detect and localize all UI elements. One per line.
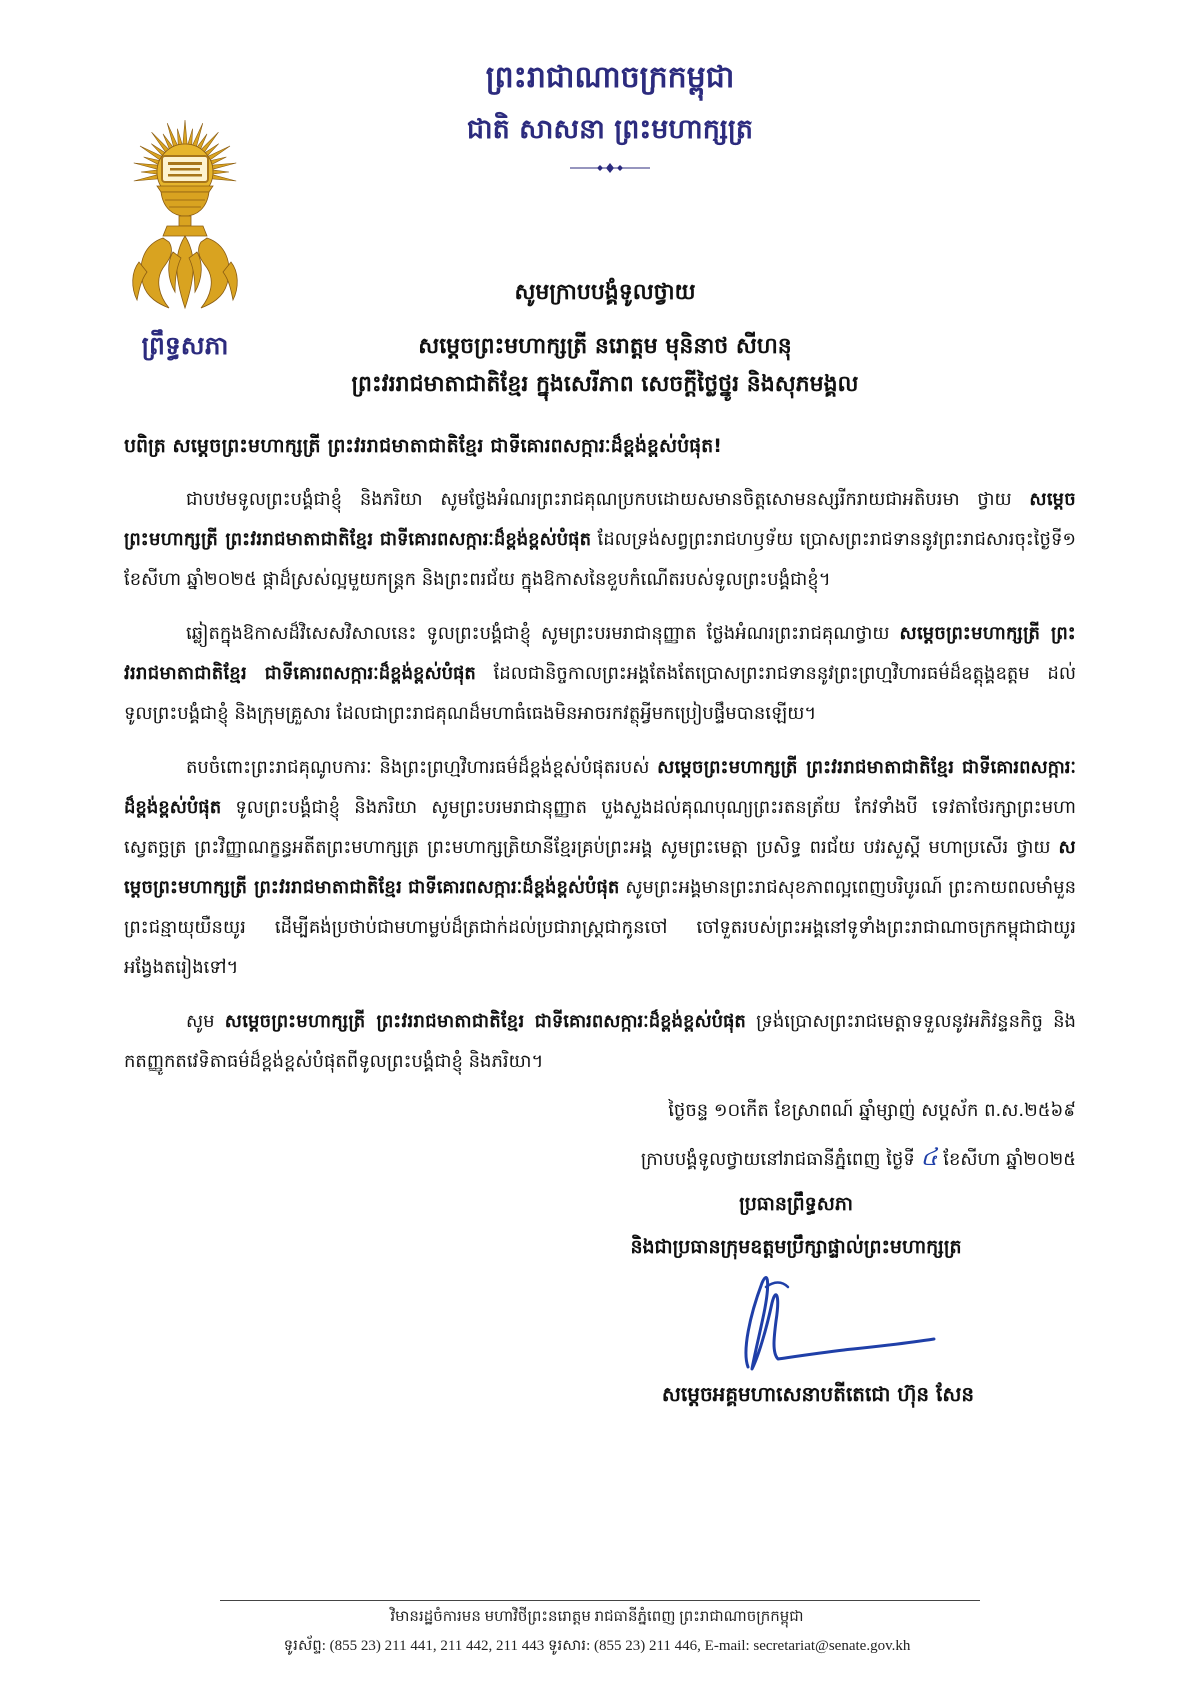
- salutation-honorific: ជាទីគោរពសក្ការៈដ៏ខ្ពង់ខ្ពស់បំផុត!: [490, 435, 722, 457]
- emblem-ray: [134, 174, 160, 181]
- footer-divider: [220, 1600, 980, 1601]
- salutation-prefix: បពិត្រ: [124, 435, 166, 457]
- signatory-title-1: ប្រធានព្រឹទ្ធសភា: [739, 1193, 853, 1215]
- national-motto: ជាតិ សាសនា ព្រះមហាក្សត្រ: [466, 114, 754, 145]
- kingdom-heading: ព្រះរាជាណាចក្រកម្ពុជា: [485, 60, 735, 95]
- place-and-date: [124, 1134, 1076, 1183]
- addressee-block: [255, 272, 955, 404]
- salutation-recipient-title: សម្តេចព្រះមហាក្សត្រី ព្រះវររាជមាតាជាតិខ្មែរ: [172, 435, 484, 457]
- paragraph-4: [124, 1002, 1076, 1082]
- lunar-date: ថ្ងៃចន្ទ ១០កើត ខែស្រាពណ៍ ឆ្នាំម្សាញ់ សប្តស័ក ព.ស.២៥៦៩: [668, 1100, 1076, 1121]
- addressee-line-2: សម្តេចព្រះមហាក្សត្រី នរោត្តម មុនិនាថ សីហនុ: [418, 334, 792, 359]
- emblem-ray: [141, 170, 159, 175]
- signatory-name: សម្តេចអគ្គមហាសេនាបតីតេជោ ហ៊ុន សែន: [661, 1382, 975, 1406]
- paragraph-4-text: ទ្រង់ប្រោសព្រះរាជមេត្តាទទួលនូវអភិវន្ទនកិច្ច និងកតញ្ញូកតវេទិតាធម៌ដ៏ខ្ពង់ខ្ពស់បំផុតពីទូលព្រះបង្គំជាខ្ញុំ និងភរិយា។: [124, 1011, 1076, 1072]
- recipient-title: សម្តេចព្រះមហាក្សត្រី ព្រះវររាជមាតាជាតិខ្មែរ: [124, 623, 1076, 684]
- addressee-line-3: ព្រះវររាជមាតាជាតិខ្មែរ ក្នុងសេរីភាព សេចក្តីថ្លៃថ្នូរ និងសុភមង្គល: [351, 372, 859, 397]
- signature-block: [516, 1183, 1076, 1415]
- paragraph-1-text: ដែលទ្រង់សព្វព្រះរាជហឫទ័យ ប្រោសព្រះរាជទាននូវព្រះរាជសារចុះថ្ងៃទី១ ខែសីហា ឆ្នាំ២០២៥ ផ្កាដ៏ស្រស់ល្អមួយកន្ត្រក និងព្រះពរជ័យ ក្នុងឱកាសនៃខួបកំណើតរបស់ទូលព្រះបង្គំជាខ្ញុំ។: [124, 529, 1076, 590]
- paragraph-2-text: ឆ្លៀតក្នុងឱកាសដ៏វិសេសវិសាលនេះ ទូលព្រះបង្គំជាខ្ញុំ សូមព្រះបរមរាជានុញ្ញាត ថ្លែងអំណរព្រះរាជគុណថ្វាយ: [186, 623, 890, 644]
- emblem-pedestal: [157, 186, 213, 236]
- paragraph-4-text: សូម: [186, 1011, 215, 1032]
- emblem-ray: [183, 120, 188, 146]
- place-date-suffix: ខែសីហា ឆ្នាំ២០២៥: [943, 1149, 1076, 1170]
- paragraph-3-text: សូមព្រះអង្គមានព្រះរាជសុខភាពល្អពេញបរិបូរណ៍ ព្រះកាយពលមាំមួន ព្រះជន្មាយុយឺនយូរ ដើម្បីគង់ប្រថាប់ជាមហាម្លប់ដ៏ត្រជាក់ដល់ប្រជារាស្ត្រជាកូនចៅ ចៅទួតរបស់ព្រះអង្គនៅទូទាំងព្រះរាជាណាចក្រកម្ពុជាជាយូរអង្វែងតរៀងទៅ។: [124, 877, 1076, 978]
- recipient-honorific: ជាទីគោរពសក្ការៈដ៏ខ្ពង់ខ្ពស់បំផុត: [534, 1011, 746, 1032]
- recipient-title: សម្តេចព្រះមហាក្សត្រី ព្រះវររាជមាតាជាតិខ្មែរ: [224, 1011, 525, 1032]
- paragraph-2-text: ដែលជានិច្ចកាលព្រះអង្គតែងតែប្រោសព្រះរាជទាននូវព្រះព្រហ្មវិហារធម៌ដ៏ឧត្តុង្គឧត្តម ដល់ទូលព្រះបង្គំជាខ្ញុំ និងក្រុមគ្រួសារ ដែលជាព្រះរាជគុណដ៏មហាធំធេងមិនអាចរកវត្ថុអ្វីមកប្រៀបផ្ទឹមបានឡើយ។: [124, 663, 1076, 724]
- recipient-honorific: ជាទីគោរពសក្ការៈដ៏ខ្ពង់ខ្ពស់បំផុត: [124, 757, 1076, 818]
- signatory-title-2: និងជាប្រធានក្រុមឧត្តមប្រឹក្សាផ្ទាល់ព្រះមហាក្សត្រ: [630, 1236, 962, 1258]
- paragraph-3-text: ទូលព្រះបង្គំជាខ្ញុំ និងភរិយា សូមព្រះបរមរាជានុញ្ញាត បួងសួងដល់គុណបុណ្យព្រះរតនត្រ័យ កែវទាំងបី ទេវតាថែរក្សាព្រះមហាស្វេតច្ឆត្រ ព្រះវិញ្ញាណក្ខន្ធអតីតព្រះមហាក្សត្រ ព្រះមហាក្សត្រិយានីខ្មែរគ្រប់ព្រះអង្គ សូមព្រះមេត្តា ប្រសិទ្ធ ពរជ័យ បវរសួស្តី មហាប្រសើរ ថ្វាយ: [124, 797, 1076, 858]
- footer-address: វិមានរដ្ឋចំការមន មហាវិថីព្រះនរោត្តម រាជធានីភ្នំពេញ ព្រះរាជាណាចក្រកម្ពុជា: [390, 1609, 804, 1625]
- recipient-title: សម្តេចព្រះមហាក្សត្រី ព្រះវររាជមាតាជាតិខ្មែរ: [124, 489, 1076, 550]
- recipient-honorific: ជាទីគោរពសក្ការៈដ៏ខ្ពង់ខ្ពស់បំផុត: [264, 663, 476, 684]
- handwritten-day: ៤: [920, 1143, 938, 1171]
- emblem-ray: [134, 163, 160, 170]
- paragraph-2: [124, 614, 1076, 734]
- paragraph-1: [124, 480, 1076, 600]
- senate-label: ព្រឹទ្ធសភា: [141, 331, 229, 360]
- emblem-ray: [210, 174, 236, 181]
- place-date-prefix: ក្រាបបង្គំទូលថ្វាយនៅរាជធានីភ្នំពេញ ថ្ងៃទី: [640, 1149, 915, 1170]
- addressee-line-1: សូមក្រាបបង្គំទូលថ្វាយ: [514, 280, 696, 305]
- senate-emblem-icon: [129, 112, 241, 310]
- footer-contact: ទូរស័ព្ទ: (855 23) 211 441, 211 442, 211 443 ទូរសារ: (855 23) 211 446, E-mail: secretariat@senate.gov.kh: [283, 1638, 911, 1654]
- recipient-honorific: ជាទីគោរពសក្ការៈដ៏ខ្ពង់ខ្ពស់បំផុត: [379, 529, 592, 550]
- emblem-ray: [210, 163, 236, 170]
- recipient-title: សម្តេចព្រះមហាក្សត្រី ព្រះវររាជមាតាជាតិខ្មែរ: [124, 837, 1076, 898]
- letter-body: [124, 426, 1076, 1415]
- paragraph-1-text: ជាបឋមទូលព្រះបង្គំជាខ្ញុំ និងភរិយា សូមថ្លែងអំណរព្រះរាជគុណប្រកបដោយសមានចិត្តសោមនស្សរីករាយជាអតិបរមា ថ្វាយ: [186, 489, 1012, 510]
- paragraph-3-text: តបចំពោះព្រះរាជគុណូបការៈ និងព្រះព្រហ្មវិហារធម៌ដ៏ខ្ពង់ខ្ពស់បំផុតរបស់: [186, 757, 650, 778]
- recipient-honorific: ជាទីគោរពសក្ការៈដ៏ខ្ពង់ខ្ពស់បំផុត: [408, 877, 620, 898]
- paragraph-3: [124, 748, 1076, 988]
- header-divider-ornament: [570, 162, 650, 174]
- salutation: [124, 426, 1076, 466]
- dateline: [124, 1088, 1076, 1183]
- emblem-plaque: [162, 156, 208, 182]
- handwritten-signature: [722, 1269, 942, 1373]
- recipient-title: សម្តេចព្រះមហាក្សត្រី ព្រះវររាជមាតាជាតិខ្មែរ: [657, 757, 955, 778]
- emblem-ray: [211, 170, 229, 175]
- emblem-base-ornament: [133, 236, 238, 308]
